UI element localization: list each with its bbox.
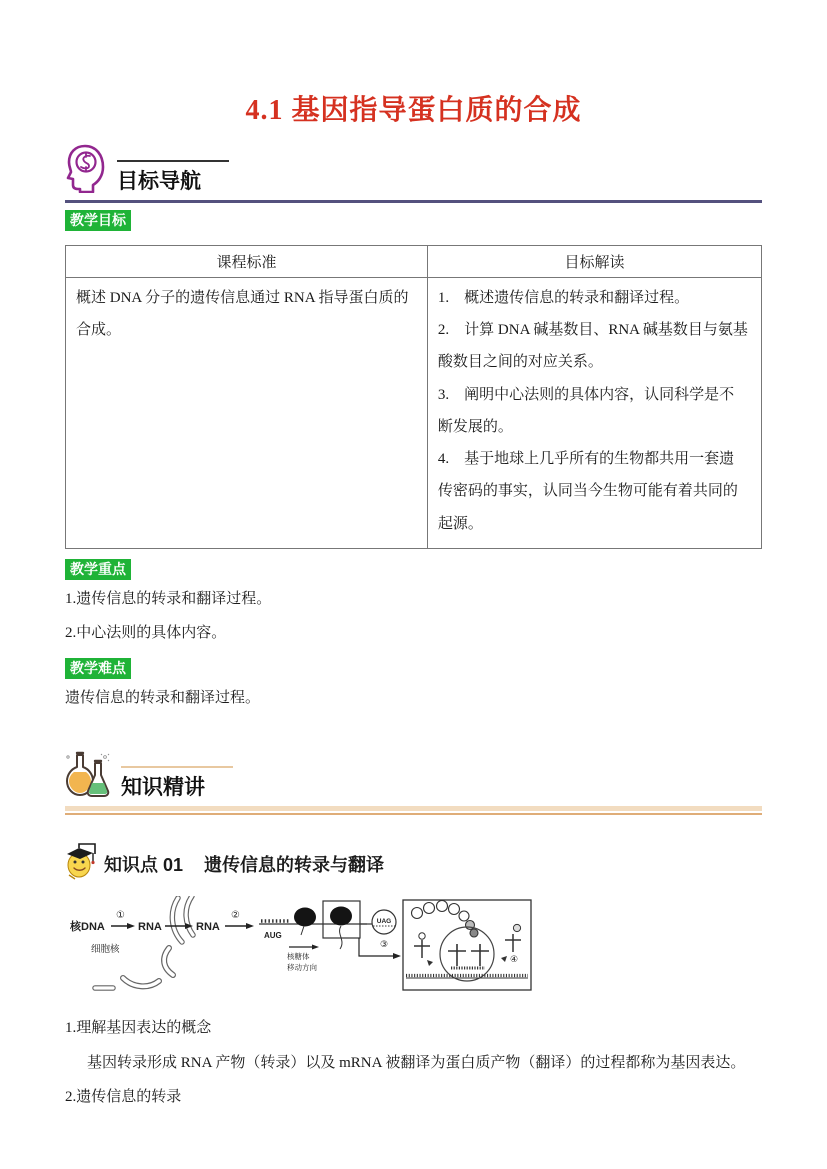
label-step1: ① [116,910,125,922]
label-step4: ④ [509,954,519,965]
section-title-knowledge: 知识精讲 [121,775,205,799]
section-title-nav: 目标导航 [117,169,201,193]
lab-flasks-icon [65,751,111,804]
difficult-point-text: 遗传信息的转录和翻译过程。 [65,689,261,706]
knowledge-point-number: 知识点 01 [104,854,184,875]
label-rna2: RNA [196,921,220,934]
table-header-row [66,245,762,277]
tag-key-points: 教学重点 [65,559,131,580]
label-nuclear-dna: 核DNA [70,921,105,934]
key-point-item: 2.中心法则的具体内容。 [65,625,227,642]
cell-course-standard [66,277,428,548]
objective-item: 4. 基于地球上几乎所有的生物都共用一套遗传密码的事实，认同当今生物可能有着共同的起源。 [437,451,738,532]
key-point-item: 1.遗传信息的转录和翻译过程。 [65,590,272,607]
table-header-standard: 课程标准 [66,245,428,277]
label-stop-codon: UAG [376,918,392,926]
label-nucleus: 细胞核 [91,944,120,956]
section-header-knowledge [65,751,762,804]
label-step3: ③ [379,939,389,950]
knowledge-point-title: 遗传信息的转录与翻译 [204,854,385,875]
divider-tan-thin [65,813,762,815]
label-step2: ② [231,910,240,922]
objective-item: 3. 阐明中心法则的具体内容，认同科学是不断发展的。 [437,386,735,435]
transcription-translation-diagram [65,896,762,999]
table-header-interpretation: 目标解读 [427,245,761,277]
cell-objective-interpretation [427,277,761,548]
label-rna1: RNA [138,921,162,934]
section-header-nav [65,143,762,198]
tag-difficult-points: 教学难点 [65,658,131,679]
short-rule [121,766,233,768]
head-brain-icon [65,143,107,198]
label-ribosome-direction-1: 核糖体 [287,952,310,962]
short-rule [117,160,229,162]
table-body-row [66,277,762,548]
divider-tan-thick [65,806,762,811]
page-title: 4.1 基因指导蛋白质的合成 [245,95,582,126]
label-ribosome-direction-2: 移动方向 [287,963,317,973]
paragraph-gene-expression-body: 基因转录形成 RNA 产物（转录）以及 mRNA 被翻译为蛋白质产物（翻译）的过程都称为基因表达。 [87,1054,746,1071]
course-standard-text: 概述 DNA 分子的遗传信息通过 RNA 指导蛋白质的合成。 [76,289,409,339]
objectives-table [65,245,762,549]
graduate-smiley-icon [65,841,97,886]
knowledge-point-heading [65,841,762,886]
paragraph-gene-expression-heading: 1.理解基因表达的概念 [65,1020,212,1037]
divider-purple [65,200,762,203]
paragraph-transcription-heading: 2.遗传信息的转录 [65,1089,182,1106]
label-start-codon: AUG [264,931,282,941]
objective-item: 2. 计算 DNA 碱基数目、RNA 碱基数目与氨基酸数目之间的对应关系。 [437,322,748,371]
tag-objectives: 教学目标 [65,210,131,231]
objective-item: 1. 概述遗传信息的转录和翻译过程。 [437,289,690,306]
